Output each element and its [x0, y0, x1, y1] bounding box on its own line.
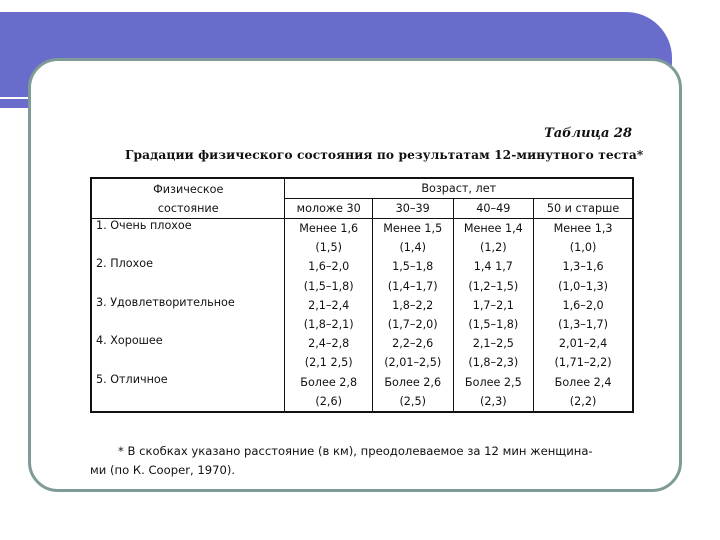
table-cell-value: 1,7–2,1: [453, 296, 534, 315]
table-body: [91, 219, 633, 412]
table-cell-value: Более 2,8: [285, 373, 372, 392]
table-cell-value: 1,6–2,0: [285, 257, 372, 276]
table-cell-value: 2,1–2,5: [453, 334, 534, 353]
table-cell-value: Менее 1,6: [285, 219, 372, 239]
table-cell-value: Менее 1,4: [453, 219, 534, 239]
table-caption: Таблица 28: [544, 126, 632, 141]
table-cell-value: 1,3–1,6: [562, 260, 604, 274]
document-scan: [80, 120, 644, 480]
row-state-label: 3. Удовлетворительное: [91, 296, 285, 334]
table-row: [91, 296, 633, 315]
header-physical-state: [91, 178, 285, 219]
table-header-row: [91, 178, 633, 199]
footnote-line-2: ми (по К. Cooper, 1970).: [90, 463, 236, 477]
row-state-label: 2. Плохое: [91, 257, 285, 295]
header-age: Возраст, лет: [285, 178, 633, 199]
table-cell-women-value: (1,4): [372, 238, 453, 257]
table-cell-value: 1,8–2,2: [372, 296, 453, 315]
table-cell-value: 2,4–2,8: [285, 334, 372, 353]
table-cell-women-value: (1,7–2,0): [372, 315, 453, 334]
table-cell-value: Более 2,6: [372, 373, 453, 392]
table-cell-women-value: (1,8–2,3): [453, 353, 534, 372]
table-row: [91, 257, 633, 276]
table-cell-value: 2,1–2,4: [285, 296, 372, 315]
age-group-40-49: 40–49: [453, 199, 534, 219]
table-cell-value: 2,01–2,4: [558, 337, 608, 351]
age-group-30-39: 30–39: [372, 199, 453, 219]
table-cell-value: Более 2,4: [554, 375, 612, 389]
footnote: [90, 442, 630, 480]
table-row: [91, 219, 633, 239]
table-cell-value: 1,6–2,0: [562, 298, 604, 312]
table-cell-women-value: (2,5): [372, 392, 453, 412]
table-cell-women-value: (2,1 2,5): [285, 353, 372, 372]
table-cell-women-value: (1,71–2,2): [554, 356, 612, 370]
table-row: [91, 373, 633, 392]
table-cell-women-value: (2,01–2,5): [372, 353, 453, 372]
age-group-50-plus: 50 и старше: [534, 199, 633, 219]
table-cell-women-value: (1,2): [453, 238, 534, 257]
table-cell-women-value: (2,2): [569, 394, 597, 408]
table-cell-value: 2,2–2,6: [372, 334, 453, 353]
table-cell-value: Менее 1,3: [553, 222, 613, 236]
table-row: [91, 334, 633, 353]
table-title: Градации физического состояния по результатам 12-минутного теста*: [125, 148, 644, 162]
row-state-label: 1. Очень плохое: [91, 219, 285, 258]
row-state-label: 4. Хорошее: [91, 334, 285, 372]
table-cell-women-value: (1,5): [285, 238, 372, 257]
age-group-under-30: моложе 30: [285, 199, 372, 219]
table-cell-women-value: (1,0): [569, 241, 597, 255]
table-cell-value: Менее 1,5: [372, 219, 453, 239]
table-cell-women-value: (2,3): [453, 392, 534, 412]
header-state-line2: состояние: [157, 201, 219, 215]
table-cell-women-value: (1,5–1,8): [453, 315, 534, 334]
row-state-label: 5. Отличное: [91, 373, 285, 412]
table-cell-value: Более 2,5: [453, 373, 534, 392]
footnote-line-1: * В скобках указано расстояние (в км), преодолеваемое за 12 мин женщина-: [118, 444, 593, 458]
table-cell-value: 1,4 1,7: [453, 257, 534, 276]
fitness-grades-table: [90, 177, 634, 413]
table-cell-women-value: (1,3–1,7): [558, 318, 609, 332]
header-state-line1: Физическое: [153, 182, 224, 196]
table-cell-value: 1,5–1,8: [372, 257, 453, 276]
table-cell-women-value: (1,4–1,7): [372, 277, 453, 296]
table-cell-women-value: (1,8–2,1): [285, 315, 372, 334]
table-cell-women-value: (1,5–1,8): [285, 277, 372, 296]
table-cell-women-value: (1,0–1,3): [558, 279, 609, 293]
table-cell-women-value: (1,2–1,5): [453, 277, 534, 296]
table-cell-women-value: (2,6): [285, 392, 372, 412]
